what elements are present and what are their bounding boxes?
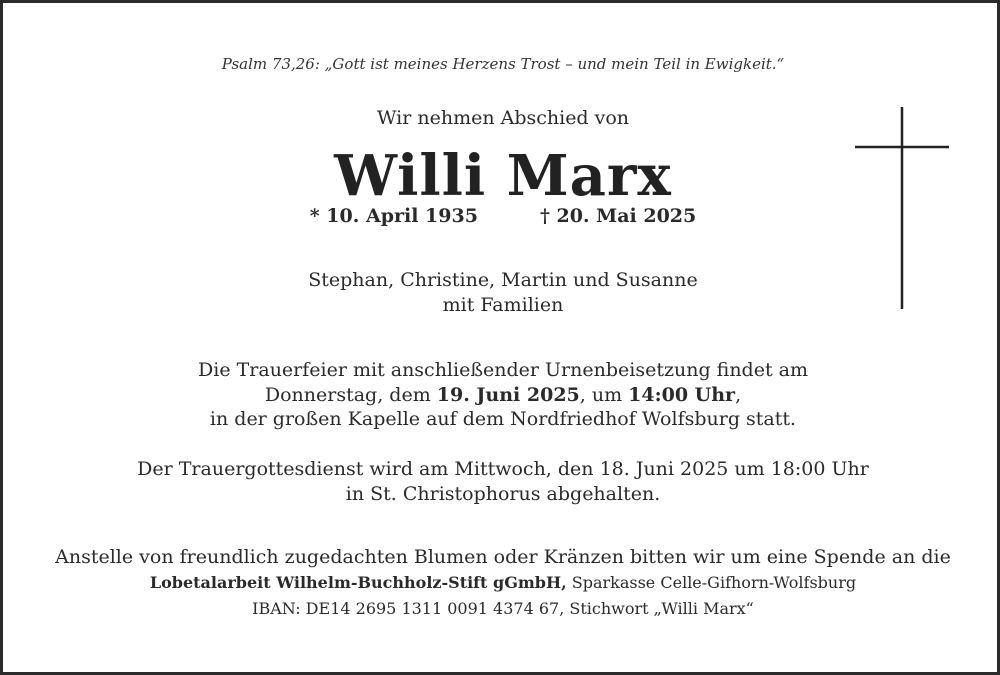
funeral-line-1: Die Trauerfeier mit anschließender Urnenbeisetzung findet am xyxy=(198,359,808,381)
donation-line-2 xyxy=(3,573,1000,592)
donation-bank: Sparkasse Celle-Gifhorn-Wolfsburg xyxy=(566,573,857,592)
donation-line-1: Anstelle von freundlich zugedachten Blumen oder Kränzen bitten wir um eine Spende an die xyxy=(55,546,951,568)
service-line-1: Der Trauergottesdienst wird am Mittwoch, den 18. Juni 2025 um 18:00 Uhr xyxy=(137,458,869,480)
family-suffix: mit Familien xyxy=(442,294,564,316)
family-names: Stephan, Christine, Martin und Susanne xyxy=(308,269,698,291)
deceased-name: Willi Marx xyxy=(334,143,672,209)
funeral-time: 14:00 Uhr xyxy=(628,384,736,406)
donation-recipient: Lobetalarbeit Wilhelm-Buchholz-Stift gGmbH, xyxy=(149,573,567,592)
cross-icon xyxy=(852,107,952,309)
psalm-quote: Psalm 73,26: „Gott ist meines Herzens Trost – und mein Teil in Ewigkeit.“ xyxy=(221,55,785,73)
service-line-2: in St. Christophorus abgehalten. xyxy=(345,483,661,505)
funeral-line-2 xyxy=(3,384,1000,406)
funeral-time-prefix: , um xyxy=(579,384,629,406)
funeral-day-text: Donnerstag, dem xyxy=(264,384,437,406)
funeral-line-2-end: , xyxy=(735,384,742,406)
birth-date: * 10. April 1935 xyxy=(309,205,478,227)
intro-text: Wir nehmen Abschied von xyxy=(376,107,630,129)
life-dates xyxy=(3,205,1000,227)
funeral-line-3: in der großen Kapelle auf dem Nordfriedhof Wolfsburg statt. xyxy=(209,408,797,430)
death-date: † 20. Mai 2025 xyxy=(539,205,697,227)
funeral-date: 19. Juni 2025 xyxy=(436,384,580,406)
donation-iban: IBAN: DE14 2695 1311 0091 4374 67, Stichwort „Willi Marx“ xyxy=(252,599,754,618)
